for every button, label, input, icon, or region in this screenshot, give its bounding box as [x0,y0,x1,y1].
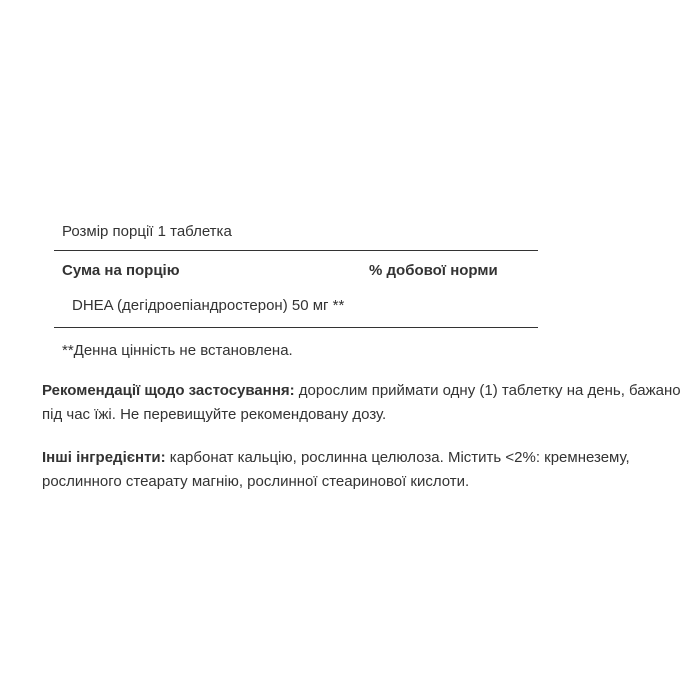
footnote: **Денна цінність не встановлена. [62,342,293,359]
ingredients-label: Інші інгредієнти: [42,449,166,466]
amount-per-serving-header: Сума на порцію [62,262,180,279]
usage-text: дорослим приймати одну (1) таблетку на день, бажано під час їжі. Не перевищуйте рекомендовану дозу. [42,382,681,423]
serving-size: Розмір порції 1 таблетка [62,223,232,240]
daily-value-header: % добової норми [369,262,498,279]
ingredients-paragraph [42,446,682,494]
usage-label: Рекомендації щодо застосування: [42,382,295,399]
table-bottom-rule [54,327,538,328]
table-row: DHEA (дегідроепіандростерон) 50 мг ** [72,297,345,314]
usage-paragraph [42,379,682,427]
ingredients-text: карбонат кальцію, рослинна целюлоза. Містить <2%: кремнезему, рослинного стеарату магнію, рослинної стеаринової кислоти. [42,449,630,490]
table-top-rule [54,250,538,251]
